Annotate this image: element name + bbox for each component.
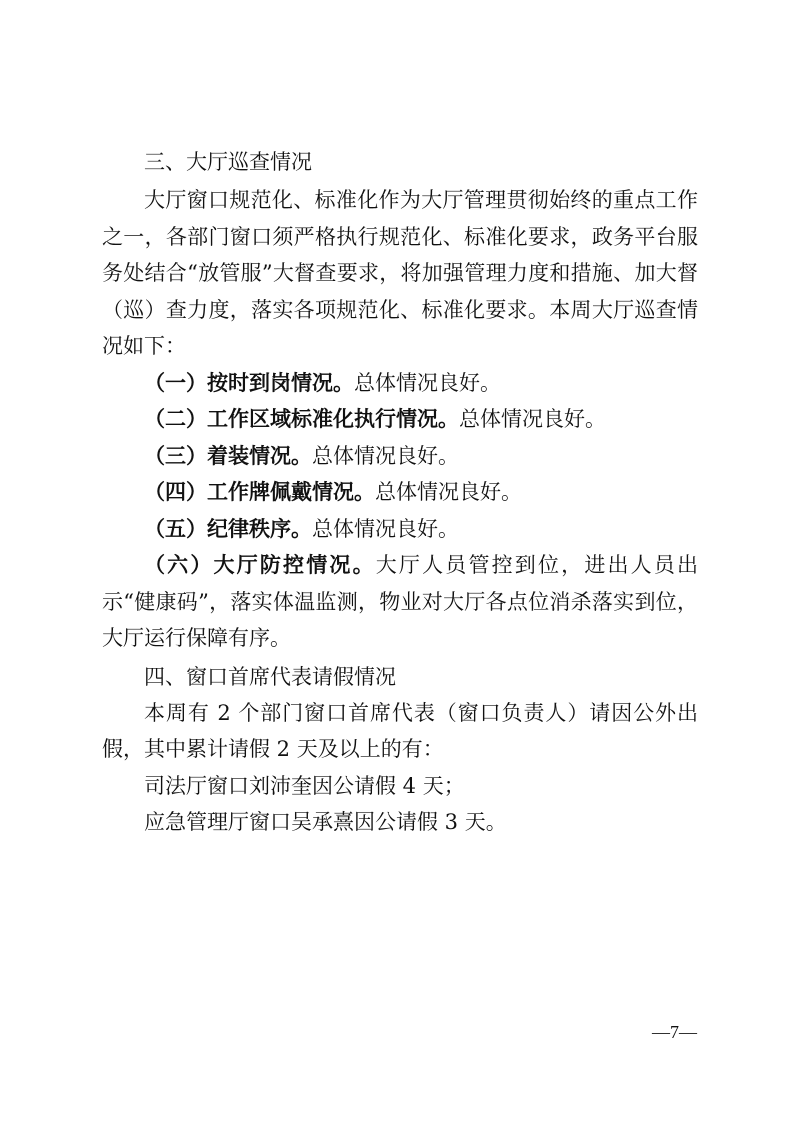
item-title: （五）纪律秩序。 [144, 516, 312, 541]
page-number: —7— [652, 1022, 697, 1042]
document-body [102, 144, 698, 841]
section4-heading: 四、窗口首席代表请假情况 [144, 664, 396, 689]
item-title: （四）工作牌佩戴情况。 [144, 480, 375, 504]
section3-item-3 [102, 438, 698, 475]
item-title: （一）按时到岗情况。 [144, 370, 354, 395]
section3-item-4 [102, 474, 698, 511]
section4-line-2: 应急管理厅窗口吴承熹因公请假 3 天。 [144, 810, 507, 834]
section3-heading: 三、大厅巡查情况 [144, 150, 312, 174]
section3-intro: 大厅窗口规范化、标准化作为大厅管理贯彻始终的重点工作之一，各部门窗口须严格执行规范化、标准化要求，政务平台服务处结合“放管服”大督查要求，将加强管理力度和措施、加大督（巡）查力度，落实各项规范化、标准化要求。本周大厅巡查情况如下： [102, 188, 698, 358]
item-text: 总体情况良好。 [459, 407, 606, 431]
section3-item-6 [102, 547, 698, 657]
item-text: 总体情况良好。 [354, 370, 501, 395]
section3-item-1 [102, 365, 698, 402]
section4-intro: 本周有 2 个部门窗口首席代表（窗口负责人）请因公外出假，其中累计请假 2 天及以上的有： [102, 700, 698, 761]
section3-item-5 [102, 511, 698, 548]
item-text: 总体情况良好。 [312, 516, 459, 541]
item-title: （三）着装情况。 [144, 443, 312, 468]
section3-item-2 [102, 401, 698, 438]
item-title: （六）大厅防控情况。 [144, 553, 376, 577]
item-title: （二）工作区域标准化执行情况。 [144, 407, 459, 431]
section4-line-1: 司法厅窗口刘沛奎因公请假 4 天； [144, 773, 465, 798]
item-text: 总体情况良好。 [312, 443, 459, 468]
item-text: 大厅人员管控到位，进出人员出示“健康码”，落实体温监测，物业对大厅各点位消杀落实到位，大厅运行保障有序。 [102, 553, 699, 650]
item-text: 总体情况良好。 [375, 480, 522, 504]
